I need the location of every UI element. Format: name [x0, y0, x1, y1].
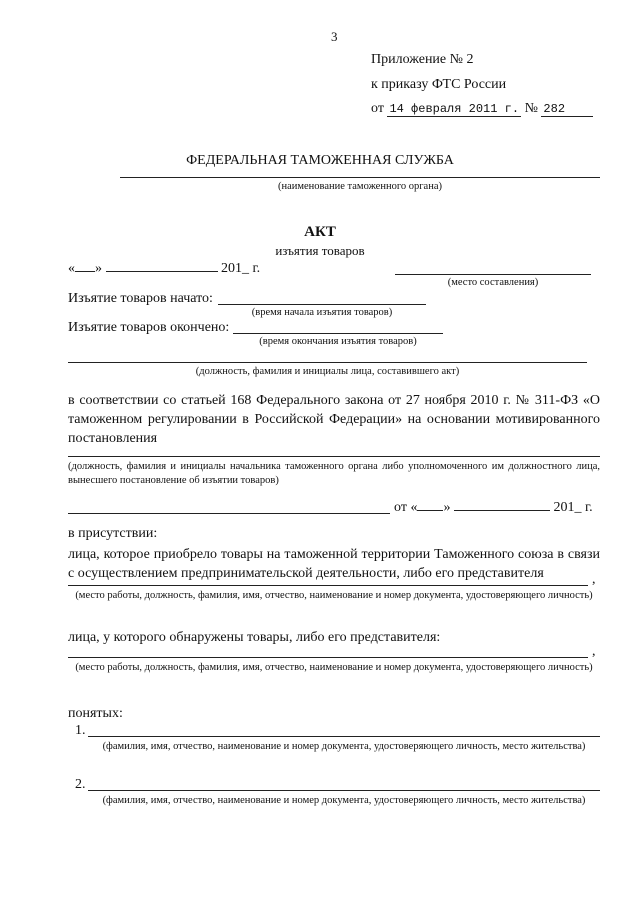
basis-text: в соответствии со статьей 168 Федерального закона от 27 ноября 2010 г. № 311-ФЗ «О таможенном регулировании в Российской Федерации» на основании мотивированного постановления	[68, 393, 600, 446]
compiler-line	[68, 362, 587, 363]
start-label: Изъятие товаров начато:	[68, 291, 213, 306]
witness-1-number: 1.	[75, 723, 86, 738]
start-caption: (время начала изъятия товаров)	[251, 307, 393, 318]
resolution-date-line	[394, 500, 593, 516]
acquirer-line	[68, 585, 588, 586]
page-number: 3	[331, 29, 338, 44]
witness-1-caption: (фамилия, имя, отчество, наименование и номер документа, удостоверяющего личность, место жительства)	[102, 741, 586, 752]
annex-number-sign: №	[524, 101, 538, 116]
witness-1-line	[88, 736, 600, 737]
holder-text: лица, у которого обнаружены товары, либо его представителя:	[68, 630, 441, 645]
start-time-line	[218, 304, 426, 305]
resolution-month-blank	[454, 510, 550, 511]
witness-2-number: 2.	[75, 777, 86, 792]
act-month-blank	[106, 271, 218, 272]
holder-caption: (место работы, должность, фамилия, имя, отчество, наименование и номер документа, удостоверяющего личность)	[75, 662, 593, 673]
act-place-caption: (место составления)	[447, 277, 539, 288]
acquirer-comma: ,	[592, 572, 596, 587]
act-quote-close: »	[95, 261, 102, 276]
act-title: АКТ	[304, 224, 336, 240]
end-time-line	[233, 333, 443, 334]
basis-caption: (должность, фамилия и инициалы начальника таможенного органа либо уполномоченного им должностного лица, вынесшего постановление об изъятии товаров)	[68, 461, 600, 486]
agency-caption: (наименование таможенного органа)	[277, 181, 442, 192]
resolution-quote-close: »	[443, 500, 451, 515]
act-year-suffix: 201_ г.	[221, 261, 261, 276]
resolution-from: от	[394, 500, 407, 515]
presence-label: в присутствии:	[68, 526, 158, 541]
annex-order: к приказу ФТС России	[371, 77, 507, 92]
agency-name: ФЕДЕРАЛЬНАЯ ТАМОЖЕННАЯ СЛУЖБА	[186, 153, 454, 168]
resolution-day-blank	[417, 510, 443, 511]
end-label: Изъятие товаров окончено:	[68, 320, 230, 335]
annex-number: 282	[541, 102, 593, 117]
holder-comma: ,	[592, 644, 596, 659]
resolution-year-suffix: 201_ г.	[553, 500, 593, 515]
act-quote-open: «	[68, 261, 75, 276]
annex-date-line	[371, 101, 593, 117]
witness-2-line	[88, 790, 600, 791]
annex-title: Приложение № 2	[371, 52, 474, 67]
acquirer-text: лица, которое приобрело товары на таможенной территории Таможенного союза в связи с осуществлением предпринимательской деятельности, либо его представителя	[68, 547, 600, 581]
acquirer-caption: (место работы, должность, фамилия, имя, отчество, наименование и номер документа, удостоверяющего личность)	[75, 590, 593, 601]
act-place-line	[395, 274, 591, 275]
agency-underline	[120, 177, 600, 178]
resolution-blank-line	[68, 513, 390, 514]
act-subtitle: изъятия товаров	[275, 243, 365, 258]
act-date-line	[68, 261, 260, 277]
act-day-blank	[75, 271, 95, 272]
compiler-caption: (должность, фамилия и инициалы лица, составившего акт)	[195, 366, 460, 377]
annex-date: 14 февраля 2011 г.	[389, 102, 520, 116]
end-caption: (время окончания изъятия товаров)	[259, 336, 417, 347]
basis-issuer-line	[68, 456, 600, 457]
holder-line	[68, 657, 588, 658]
witness-2-caption: (фамилия, имя, отчество, наименование и номер документа, удостоверяющего личность, место жительства)	[102, 795, 586, 806]
witnesses-label: понятых:	[68, 706, 123, 721]
annex-from-prefix: от	[371, 101, 384, 116]
resolution-quote-open: «	[410, 500, 418, 515]
